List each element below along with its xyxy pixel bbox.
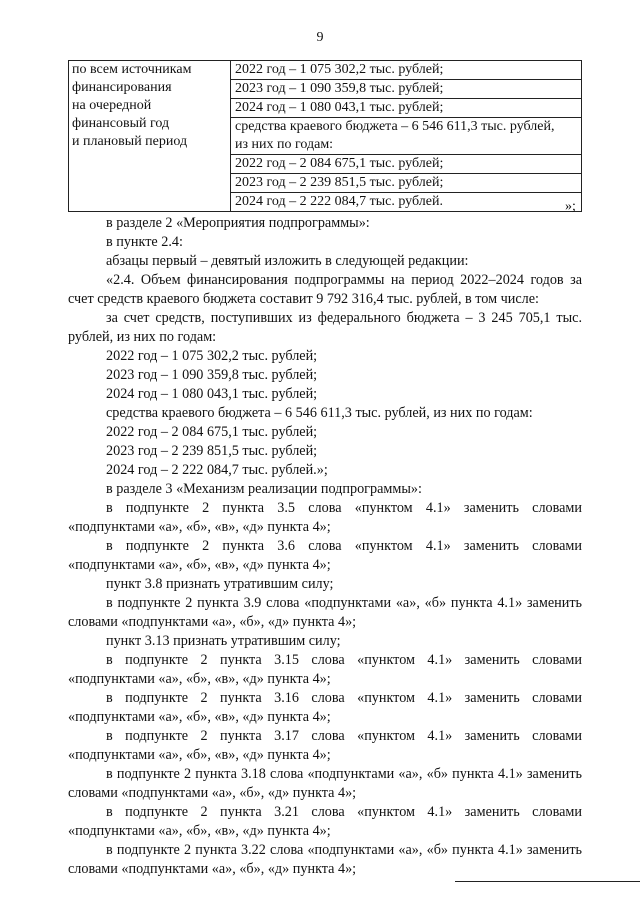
body-paragraph: в подпункте 2 пункта 3.5 слова «пунктом 4.1» заменить словами «подпунктами «а», «б», «в», «д» пункта 4»; (68, 500, 582, 535)
body-paragraph: в подпункте 2 пункта 3.17 слова «пунктом 4.1» заменить словами «подпунктами «а», «б», «в», «д» пункта 4»; (68, 728, 582, 763)
funding-source-label-line: по всем источникам (72, 62, 192, 77)
body-paragraph: 2022 год – 1 075 302,2 тыс. рублей; (106, 348, 318, 364)
body-paragraph: за счет средств, поступивших из федерального бюджета – 3 245 705,1 тыс. рублей, из них по годам: (68, 310, 582, 345)
body-paragraph: пункт 3.13 признать утратившим силу; (106, 633, 341, 649)
body-paragraph: средства краевого бюджета – 6 546 611,3 тыс. рублей, из них по годам: (106, 405, 533, 421)
body-paragraph: в подпункте 2 пункта 3.6 слова «пунктом 4.1» заменить словами «подпунктами «а», «б», «в», «д» пункта 4»; (68, 538, 582, 573)
closing-quote: »; (565, 199, 576, 214)
funding-amount-cell: 2023 год – 2 239 851,5 тыс. рублей; (231, 174, 582, 193)
footer-rule (455, 881, 640, 882)
body-paragraph: в разделе 3 «Механизм реализации подпрограммы»: (106, 481, 422, 497)
funding-table-row (69, 61, 582, 80)
funding-source-label-line: и плановый период (72, 134, 188, 149)
body-paragraph: 2024 год – 1 080 043,1 тыс. рублей; (106, 386, 318, 402)
funding-amount-cell: 2022 год – 1 075 302,2 тыс. рублей; (231, 61, 582, 80)
funding-amount-cell (231, 118, 582, 155)
funding-amount-line: из них по годам: (235, 137, 334, 152)
document-body (68, 214, 582, 879)
funding-amount-cell: 2023 год – 1 090 359,8 тыс. рублей; (231, 80, 582, 99)
body-paragraph: в подпункте 2 пункта 3.9 слова «подпунктами «а», «б» пункта 4.1» заменить словами «подпунктами «а», «б», «д» пункта 4»; (68, 595, 582, 630)
funding-amount-cell: 2022 год – 2 084 675,1 тыс. рублей; (231, 155, 582, 174)
body-paragraph: в подпункте 2 пункта 3.18 слова «подпунктами «а», «б» пункта 4.1» заменить словами «подпунктами «а», «б», «д» пункта 4»; (68, 766, 582, 801)
body-paragraph: абзацы первый – девятый изложить в следующей редакции: (106, 253, 469, 269)
funding-source-label-line: на очередной (72, 98, 152, 113)
page-number: 9 (316, 30, 324, 45)
funding-amount-cell: 2024 год – 2 222 084,7 тыс. рублей. (231, 193, 582, 212)
funding-table (68, 60, 582, 212)
body-paragraph: 2022 год – 2 084 675,1 тыс. рублей; (106, 424, 318, 440)
body-paragraph: «2.4. Объем финансирования подпрограммы на период 2022–2024 годов за счет средств краевого бюджета составит 9 792 316,4 тыс. рублей, в том числе: (68, 272, 582, 307)
body-paragraph: пункт 3.8 признать утратившим силу; (106, 576, 334, 592)
funding-amount-line: средства краевого бюджета – 6 546 611,3 тыс. рублей, (235, 119, 555, 134)
body-paragraph: в подпункте 2 пункта 3.22 слова «подпунктами «а», «б» пункта 4.1» заменить словами «подпунктами «а», «б», «д» пункта 4»; (68, 842, 582, 877)
body-paragraph: 2023 год – 1 090 359,8 тыс. рублей; (106, 367, 318, 383)
funding-source-label (69, 61, 231, 212)
body-paragraph: 2024 год – 2 222 084,7 тыс. рублей.»; (106, 462, 328, 478)
funding-source-label-line: финансирования (72, 80, 172, 95)
funding-amount-cell: 2024 год – 1 080 043,1 тыс. рублей; (231, 99, 582, 118)
funding-source-label-line: финансовый год (72, 116, 170, 131)
body-paragraph: в разделе 2 «Мероприятия подпрограммы»: (106, 215, 370, 231)
body-paragraph: в пункте 2.4: (106, 234, 183, 250)
body-paragraph: 2023 год – 2 239 851,5 тыс. рублей; (106, 443, 318, 459)
body-paragraph: в подпункте 2 пункта 3.16 слова «пунктом 4.1» заменить словами «подпунктами «а», «б», «в», «д» пункта 4»; (68, 690, 582, 725)
body-paragraph: в подпункте 2 пункта 3.15 слова «пунктом 4.1» заменить словами «подпунктами «а», «б», «в», «д» пункта 4»; (68, 652, 582, 687)
body-paragraph: в подпункте 2 пункта 3.21 слова «пунктом 4.1» заменить словами «подпунктами «а», «б», «в», «д» пункта 4»; (68, 804, 582, 839)
